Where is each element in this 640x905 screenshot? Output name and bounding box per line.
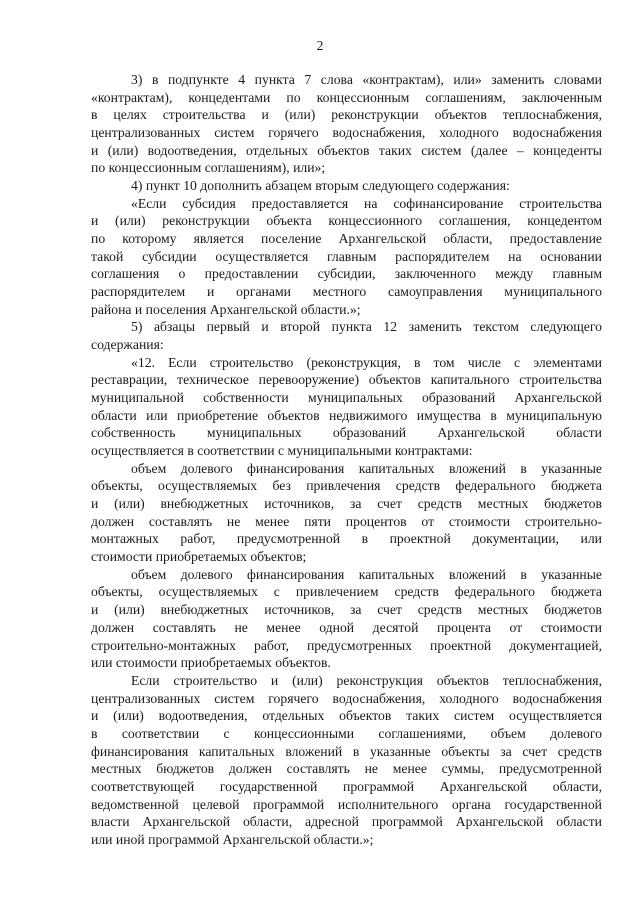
- text-line: «12. Если строительство (реконструкция, в том числе с элементами: [131, 354, 602, 370]
- text-line: в целях строительства и (или) реконструкции объектов теплоснабжения,: [91, 107, 602, 123]
- text-line: «Если субсидия предоставляется на софинансирование строительства: [131, 195, 602, 211]
- text-line: соответствующей государственной программой Архангельской области,: [91, 778, 602, 794]
- text-line: района и поселения Архангельской области.»;: [91, 301, 361, 317]
- text-line: 4) пункт 10 дополнить абзацем вторым следующего содержания:: [131, 178, 510, 194]
- text-line: ведомственной целевой программой исполнительного органа государственной: [91, 796, 602, 812]
- text-line: и (или) внебюджетных источников, за счет средств местных бюджетов: [91, 496, 602, 512]
- text-line: Если строительство и (или) реконструкция объектов теплоснабжения,: [131, 672, 602, 688]
- text-line: содержания:: [91, 337, 164, 353]
- text-line: «контрактам), концедентами по концессионным соглашениям, заключенным: [91, 89, 602, 105]
- text-line: и (или) реконструкции объекта концессионного соглашения, концедентом: [91, 213, 602, 229]
- text-line: власти Архангельской области, адресной программой Архангельской области: [91, 814, 602, 830]
- text-line: местных бюджетов должен составлять не менее суммы, предусмотренной: [91, 761, 602, 777]
- text-line: по концессионным соглашениям), или»;: [91, 160, 326, 176]
- text-line: 5) абзацы первый и второй пункта 12 заменить текстом следующего: [131, 319, 602, 335]
- text-line: стоимости приобретаемых объектов;: [91, 549, 307, 565]
- text-line: объем долевого финансирования капитальных вложений в указанные: [131, 566, 602, 582]
- text-line: централизованных систем горячего водоснабжения, холодного водоснабжения: [91, 690, 602, 706]
- text-line: распорядителем и органами местного самоуправления муниципального: [91, 284, 602, 300]
- text-line: должен составлять не менее одной десятой процента от стоимости: [91, 619, 602, 635]
- text-line: осуществляется в соответствии с муниципальными контрактами:: [91, 443, 473, 459]
- text-line: и (или) водоотведения, отдельных объектов таких систем (далее – концеденты: [91, 142, 602, 158]
- text-line: соглашения о предоставлении субсидии, заключенного между главным: [91, 266, 602, 282]
- text-line: реставрации, техническое перевооружение) объектов капитального строительства: [91, 372, 602, 388]
- document-body: [91, 71, 602, 849]
- text-line: такой субсидии осуществляется главным распорядителем на основании: [91, 248, 602, 264]
- text-line: или иной программой Архангельской области.»;: [91, 831, 374, 847]
- text-line: централизованных систем горячего водоснабжения, холодного водоснабжения: [91, 125, 602, 141]
- text-line: монтажных работ, предусмотренной в проектной документации, или: [91, 531, 602, 547]
- text-line: области или приобретение объектов недвижимого имущества в муниципальную: [91, 407, 602, 423]
- page-number: 2: [316, 38, 324, 53]
- text-line: по которому является поселение Архангельской области, предоставление: [91, 231, 602, 247]
- text-line: строительно-монтажных работ, предусмотренных проектной документацией,: [91, 637, 602, 653]
- text-line: 3) в подпункте 4 пункта 7 слова «контрактам), или» заменить словами: [131, 72, 602, 87]
- text-line: и (или) водоотведения, отдельных объектов таких систем осуществляется: [91, 708, 602, 724]
- text-line: должен составлять не менее пяти процентов от стоимости строительно-: [91, 513, 602, 529]
- text-line: и (или) внебюджетных источников, за счет средств местных бюджетов: [91, 602, 602, 618]
- text-line: или стоимости приобретаемых объектов.: [91, 655, 331, 671]
- text-line: муниципальной собственности муниципальных образований Архангельской: [91, 390, 602, 406]
- text-line: собственность муниципальных образований Архангельской области: [91, 425, 602, 441]
- text-line: объекты, осуществляемых без привлечения средств федерального бюджета: [91, 478, 602, 494]
- text-line: в соответствии с концессионными соглашениями, объем долевого: [91, 725, 602, 741]
- text-line: финансирования капитальных вложений в указанные объекты за счет средств: [91, 743, 602, 759]
- text-line: объекты, осуществляемых с привлечением средств федерального бюджета: [91, 584, 602, 600]
- text-line: объем долевого финансирования капитальных вложений в указанные: [131, 460, 602, 476]
